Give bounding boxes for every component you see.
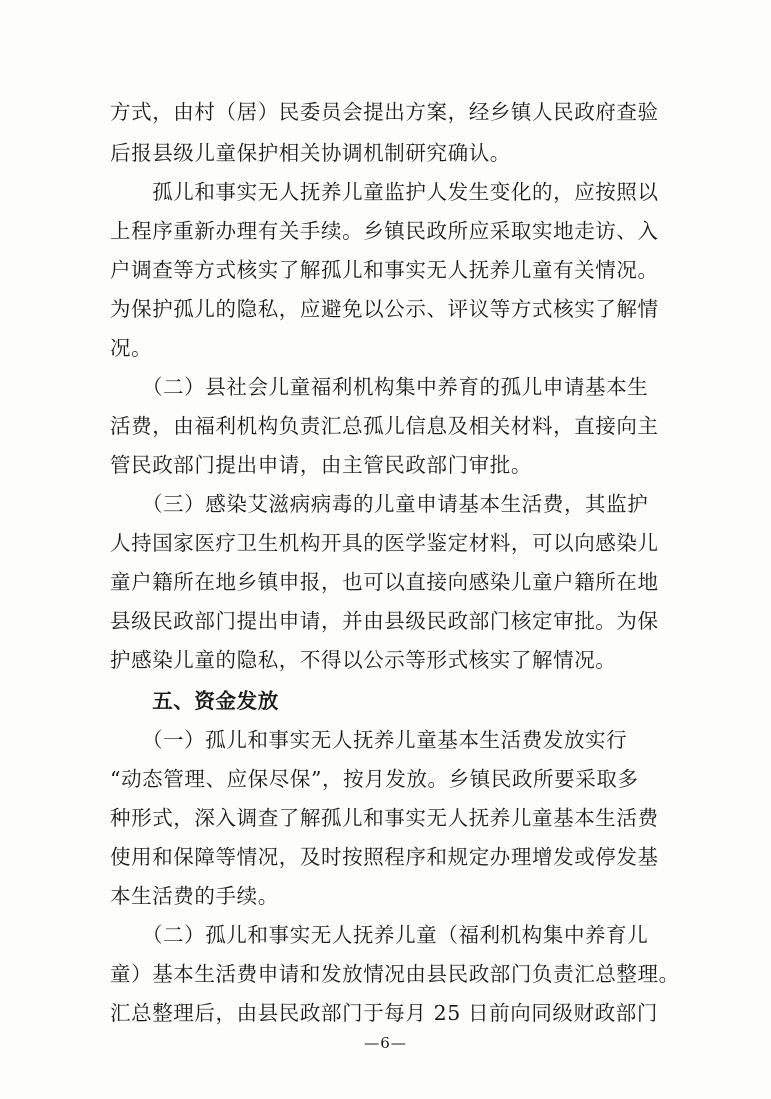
body-text-line: （二）孤儿和事实无人抚养儿童（福利机构集中养育儿 (110, 923, 649, 947)
body-text-line: 方式，由村（居）民委员会提出方案，经乡镇人民政府查验 (110, 100, 659, 124)
body-text-line: 况。 (110, 336, 153, 360)
body-text-line: （二）县社会儿童福利机构集中养育的孤儿申请基本生 (110, 375, 649, 399)
body-text-line: 为保护孤儿的隐私，应避免以公示、评议等方式核实了解情 (110, 297, 659, 321)
section-heading: 五、资金发放 (110, 689, 279, 713)
body-text-line: 孤儿和事实无人抚养儿童监护人发生变化的，应按照以 (110, 180, 659, 204)
body-text-line: “动态管理、应保尽保”，按月发放。乡镇民政所要采取多 (110, 767, 639, 791)
page-number: —6— (364, 1034, 407, 1052)
body-text-line: 童户籍所在地乡镇申报，也可以直接向感染儿童户籍所在地 (110, 570, 659, 594)
body-text-line: 人持国家医疗卫生机构开具的医学鉴定材料，可以向感染儿 (110, 531, 659, 555)
body-text-line: 县级民政部门提出申请，并由县级民政部门核定审批。为保 (110, 609, 659, 633)
body-text-line: 护感染儿童的隐私，不得以公示等形式核实了解情况。 (110, 648, 617, 672)
body-text-line: 种形式，深入调查了解孤儿和事实无人抚养儿童基本生活费 (110, 806, 659, 830)
body-text-line: 童）基本生活费申请和发放情况由县民政部门负责汇总整理。 (110, 962, 680, 986)
body-text-line: （一）孤儿和事实无人抚养儿童基本生活费发放实行 (110, 728, 628, 752)
body-text-line: 活费，由福利机构负责汇总孤儿信息及相关材料，直接向主 (110, 414, 659, 438)
body-text-line: 上程序重新办理有关手续。乡镇民政所应采取实地走访、入 (110, 219, 659, 243)
body-text-line: 本生活费的手续。 (110, 884, 279, 908)
body-text-line: 使用和保障等情况，及时按照程序和规定办理增发或停发基 (110, 845, 659, 869)
body-text-line: 管民政部门提出申请，由主管民政部门审批。 (110, 453, 532, 477)
body-text-line: 汇总整理后，由县民政部门于每月 25 日前向同级财政部门 (110, 1001, 658, 1025)
body-text-line: 后报县级儿童保护相关协调机制研究确认。 (110, 141, 511, 165)
body-text-line: （三）感染艾滋病病毒的儿童申请基本生活费，其监护 (110, 492, 649, 516)
body-text-line: 户调查等方式核实了解孤儿和事实无人抚养儿童有关情况。 (110, 258, 659, 282)
